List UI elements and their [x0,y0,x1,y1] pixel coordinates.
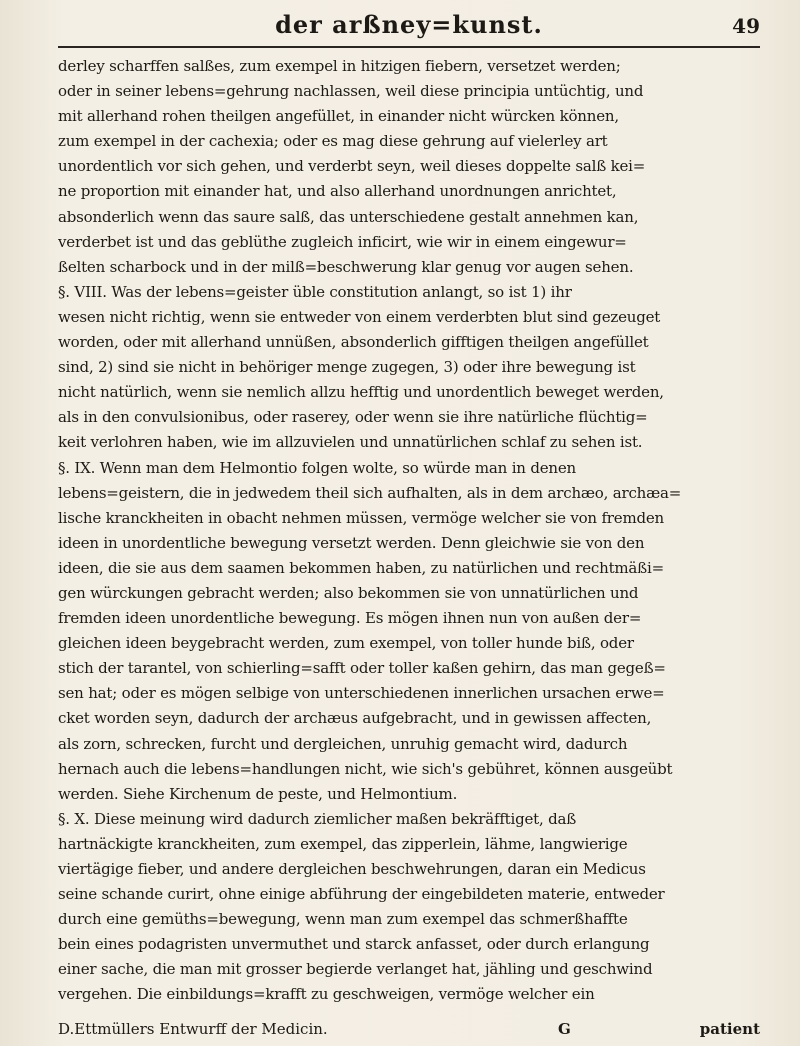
text-line: oder in seiner lebens=gehrung nachlassen, weil diese principia untüchtig, und [58,82,644,101]
text-line: gen würckungen gebracht werden; also bekommen sie von unnatürlichen und [58,583,639,602]
text-line: §. VIII. Was der lebens=geister üble constitution anlangt, so ist 1) ihr [58,282,572,301]
text-line: zum exempel in der cachexia; oder es mag diese gehrung auf vielerley art [58,132,608,151]
text-line: lische kranckheiten in obacht nehmen müssen, vermöge welcher sie von fremden [58,508,665,527]
text-line: sen hat; oder es mögen selbige von unterschiedenen innerlichen ursachen erwe= [58,684,665,703]
text-line: fremden ideen unordentliche bewegung. Es mögen ihnen nun von außen der= [58,609,642,628]
text-line: absonderlich wenn das saure salß, das unterschiedene gestalt annehmen kan, [58,207,639,226]
page-number: 49 [732,14,760,38]
text-line: keit verlohren haben, wie im allzuvielen und unnatürlichen schlaf zu sehen ist. [58,433,643,452]
text-line: als in den convulsionibus, oder raserey, oder wenn sie ihre natürliche flüchtig= [58,408,648,427]
text-line: unordentlich vor sich gehen, und verderbt seyn, weil dieses doppelte salß kei= [58,157,646,176]
text-line: ßelten scharbock und in der milß=beschwerung klar genug vor augen sehen. [58,257,634,276]
text-line: hartnäckigte kranckheiten, zum exempel, das zipperlein, lähme, langwierige [58,834,628,853]
text-line: mit allerhand rohen theilgen angefüllet, in einander nicht würcken können, [58,107,619,126]
page-footer [58,1020,760,1044]
text-line: hernach auch die lebens=handlungen nicht, wie sich's gebühret, können ausgeübt [58,759,673,778]
text-line: derley scharffen salßes, zum exempel in hitzigen fiebern, versetzet werden; [58,57,621,75]
text-line: cket worden seyn, dadurch der archæus aufgebracht, und in gewissen affecten, [58,709,652,728]
text-line: nicht natürlich, wenn sie nemlich allzu hefftig und unordentlich beweget werden, [58,383,664,402]
signature-line: D.Ettmüllers Entwurff der Medicin. [58,1020,328,1038]
text-line: verderbet ist und das geblüthe zugleich inficirt, wie wir in einem eingewur= [58,232,627,251]
text-line: §. X. Diese meinung wird dadurch ziemlicher maßen bekräfftiget, daß [58,809,577,828]
text-line: seine schande curirt, ohne einige abführung der eingebildeten materie, entweder [58,885,665,904]
text-line: einer sache, die man mit grosser begierde verlanget hat, jähling und geschwind [58,960,653,979]
text-line: als zorn, schrecken, furcht und dergleichen, unruhig gemacht wird, dadurch [58,734,628,753]
text-line: wesen nicht richtig, wenn sie entweder von einem verderbten blut sind gezeuget [58,307,661,326]
text-line: viertägige fieber, und andere dergleichen beschwehrungen, daran ein Medicus [58,860,646,878]
text-line: stich der tarantel, von schierling=safft oder toller kaßen gehirn, das man gegeß= [58,659,666,678]
signature-mark: G [558,1020,571,1038]
running-head: der arßney=kunst. [275,10,543,39]
text-line: lebens=geistern, die in jedwedem theil sich aufhalten, als in dem archæo, archæa= [58,483,682,502]
text-line: §. IX. Wenn man dem Helmontio folgen wolte, so würde man in denen [58,458,577,477]
text-line: gleichen ideen beygebracht werden, zum exempel, von toller hunde biß, oder [58,634,634,653]
text-line: sind, 2) sind sie nicht in behöriger menge zugegen, 3) oder ihre bewegung ist [58,358,636,377]
text-line: vergehen. Die einbildungs=krafft zu geschweigen, vermöge welcher ein [58,985,595,1004]
text-line: worden, oder mit allerhand unnüßen, absonderlich gifftigen theilgen angefüllet [58,333,649,352]
text-line: durch eine gemüths=bewegung, wenn man zum exempel das schmerßhaffte [58,910,628,929]
catchword: patient [699,1020,760,1038]
text-line: ideen, die sie aus dem saamen bekommen haben, zu natürlichen und rechtmäßi= [58,558,664,577]
text-line: ideen in unordentliche bewegung versetzt werden. Denn gleichwie sie von den [58,533,645,552]
body-text [58,54,760,1008]
text-line: werden. Siehe Kirchenum de peste, und Helmontium. [58,784,458,803]
text-line: ne proportion mit einander hat, und also allerhand unordnungen anrichtet, [58,182,617,201]
header-rule [58,46,760,48]
text-line: bein eines podagristen unvermuthet und starck anfasset, oder durch erlangung [58,935,650,954]
